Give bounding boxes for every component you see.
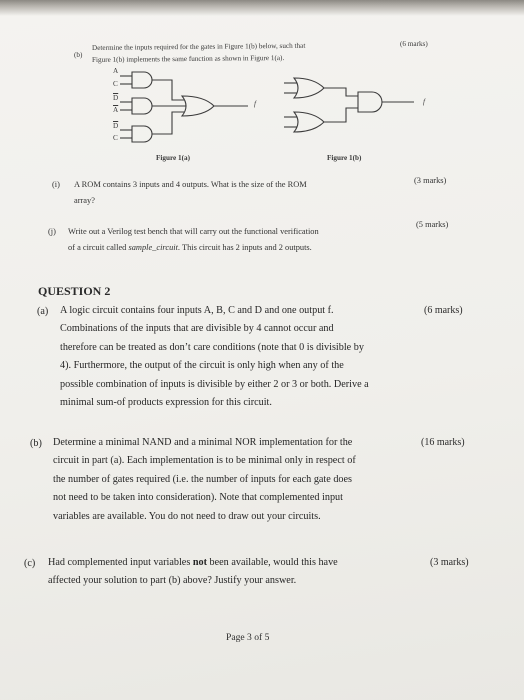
q2b-line: the number of gates required (i.e. the number of inputs for each gate does bbox=[53, 473, 353, 485]
figure-1a-circuit bbox=[100, 64, 280, 156]
q2b-line: not need to be taken into consideration). Note that complemented input bbox=[53, 492, 343, 504]
q2c-text bbox=[48, 554, 414, 591]
q2-heading: QUESTION 2 bbox=[38, 284, 111, 298]
fig1a-input-1: A bbox=[113, 67, 119, 75]
q2a-line: minimal sum-of products expression for this circuit. bbox=[60, 397, 272, 409]
page-top-shadow bbox=[0, 0, 524, 16]
fig1b-output-label: f bbox=[423, 98, 425, 106]
q2a-line: possible combination of inputs is divisible by either 2 or 3 or both. Derive a bbox=[60, 378, 369, 390]
q1j-line2 bbox=[68, 243, 312, 252]
q1j-line2-post: . This circuit has 2 inputs and 2 outputs. bbox=[177, 243, 312, 252]
q1b-line2: Figure 1(b) implements the same function as shown in Figure 1(a). bbox=[91, 53, 285, 64]
q2b-text bbox=[53, 434, 413, 526]
q2c-line1 bbox=[48, 554, 414, 572]
fig1a-output-label: f bbox=[254, 100, 256, 108]
q2b-marks: (16 marks) bbox=[421, 437, 465, 448]
q2c-line1-post: been available, would this have bbox=[207, 557, 338, 568]
q1b-marks: (6 marks) bbox=[400, 40, 428, 48]
q2c-line2: affected your solution to part (b) above? Justify your answer. bbox=[48, 575, 297, 587]
fig1a-input-6: C bbox=[113, 134, 118, 142]
fig1a-input-5: $\overline{D}$ bbox=[113, 122, 119, 130]
q2a-line: A logic circuit contains four inputs A, B, C and D and one output f. bbox=[60, 305, 334, 316]
fig1a-input-4: $\overline{A}$ bbox=[113, 106, 119, 114]
q2a-line: Combinations of the inputs that are divisible by 4 cannot occur and bbox=[60, 323, 334, 335]
q1i-line1: A ROM contains 3 inputs and 4 outputs. What is the size of the ROM bbox=[74, 180, 307, 189]
q2c-line1-bold: not bbox=[192, 557, 207, 568]
q2c-marks: (3 marks) bbox=[430, 557, 469, 568]
q2c-number: (c) bbox=[24, 558, 36, 569]
q1b-number: (b) bbox=[74, 51, 83, 59]
q1j-number: (j) bbox=[48, 227, 56, 236]
q2c-line1-pre: Had complemented input variables bbox=[48, 557, 193, 568]
q2a-line: 4). Furthermore, the output of the circuit is only high when any of the bbox=[60, 360, 344, 372]
q2a-text bbox=[60, 302, 415, 412]
q1b-line1: Determine the inputs required for the gates in Figure 1(b) below, such that bbox=[91, 41, 306, 52]
q1i-number: (i) bbox=[52, 180, 60, 189]
figure-1b-circuit bbox=[280, 72, 430, 142]
q2b-line: Determine a minimal NAND and a minimal NOR implementation for the bbox=[53, 437, 353, 448]
q2b-line: variables are available. You do not need to draw out your circuits. bbox=[53, 510, 321, 522]
q1j-marks: (5 marks) bbox=[416, 220, 449, 229]
q1j-line1: Write out a Verilog test bench that will carry out the functional verification bbox=[68, 227, 319, 236]
page-number: Page 3 of 5 bbox=[226, 632, 270, 643]
q2a-line: therefore can be treated as don’t care conditions (note that 0 is divisible by bbox=[60, 341, 364, 353]
q1i-marks: (3 marks) bbox=[414, 176, 447, 185]
q2b-line: circuit in part (a). Each implementation is to be minimal only in respect of bbox=[53, 455, 356, 467]
q1i-line2: array? bbox=[74, 196, 95, 205]
q1j-circuit-name: sample_circuit bbox=[128, 243, 178, 252]
q1j-line2-pre: of a circuit called bbox=[68, 243, 129, 252]
fig1a-input-3: $\overline{D}$ bbox=[113, 94, 119, 102]
q2b-number: (b) bbox=[30, 438, 42, 449]
fig1a-input-2: C bbox=[113, 80, 118, 88]
fig1a-caption: Figure 1(a) bbox=[156, 154, 191, 162]
q2a-marks: (6 marks) bbox=[424, 305, 463, 316]
fig1b-caption: Figure 1(b) bbox=[327, 154, 362, 162]
q2a-number: (a) bbox=[37, 306, 49, 317]
